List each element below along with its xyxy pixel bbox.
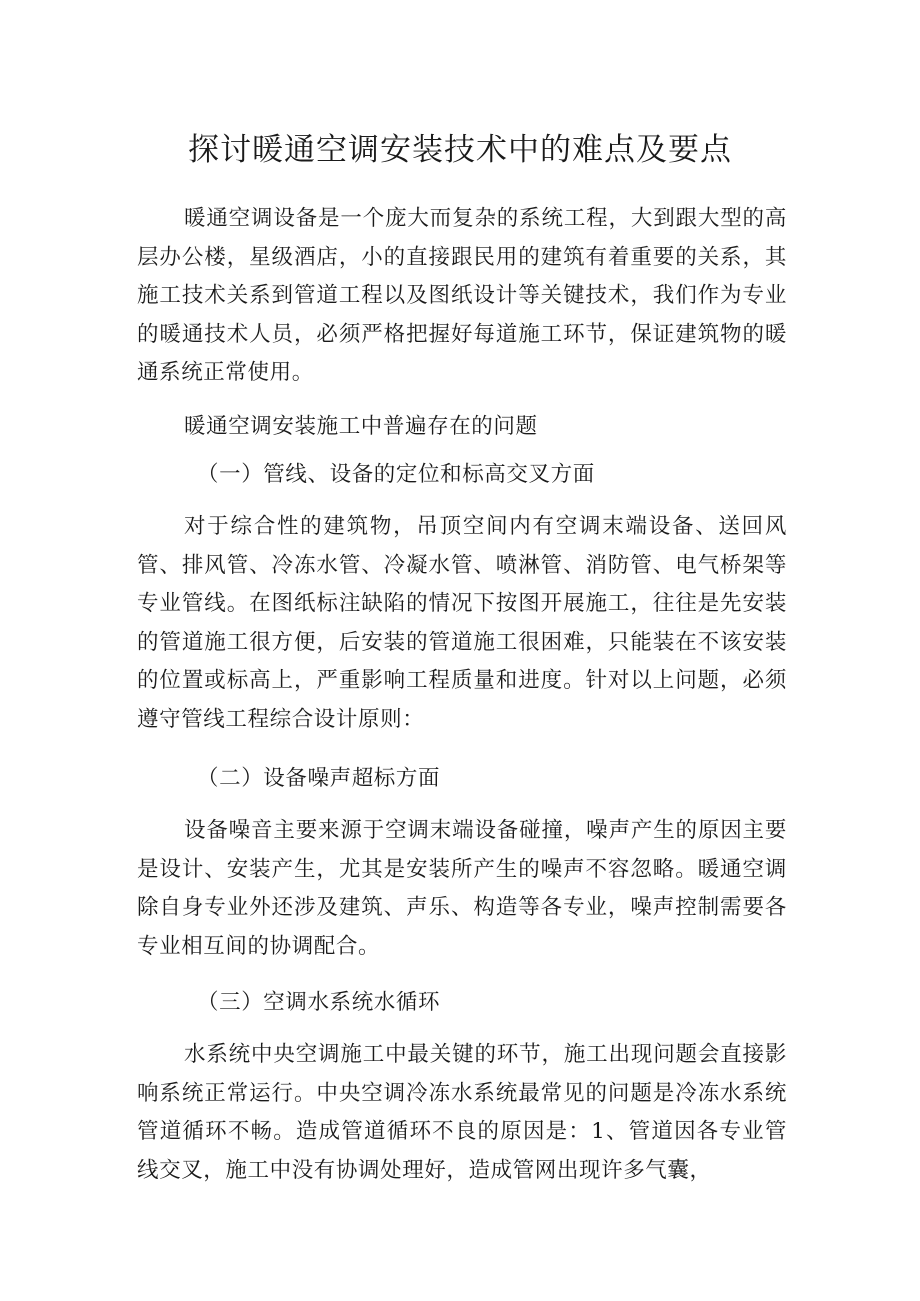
intro-paragraph: 暖通空调设备是一个庞大而复杂的系统工程，大到跟大型的高层办公楼，星级酒店，小的直接跟民用的建筑有着重要的关系，其施工技术关系到管道工程以及图纸设计等关键技术，我们作为专业的暖通技术人员，必须严格把握好每道施工环节，保证建筑物的暖通系统正常使用。 xyxy=(137,206,787,386)
subsection-heading-2: （二）设备噪声超标方面 xyxy=(197,766,441,791)
document-title: 探讨暖通空调安装技术中的难点及要点 xyxy=(188,132,732,168)
subsection-body-3: 水系统中央空调施工中最关键的环节，施工出现问题会直接影响系统正常运行。中央空调冷冻水系统最常见的问题是冷冻水系统管道循环不畅。造成管道循环不良的原因是：1、管道因各专业管线交叉，施工中没有协调处理好，造成管网出现许多气囊， xyxy=(137,1042,787,1183)
subsection-heading-3: （三）空调水系统水循环 xyxy=(197,990,441,1015)
subsection-body-1: 对于综合性的建筑物，吊顶空间内有空调末端设备、送回风管、排风管、冷冻水管、冷凝水管、喷淋管、消防管、电气桥架等专业管线。在图纸标注缺陷的情况下按图开展施工，往往是先安装的管道施工很方便，后安装的管道施工很困难，只能装在不该安装的位置或标高上，严重影响工程质量和进度。针对以上问题，必须遵守管线工程综合设计原则： xyxy=(137,514,787,732)
subsection-body-2: 设备噪音主要来源于空调末端设备碰撞，噪声产生的原因主要是设计、安装产生，尤其是安装所产生的噪声不容忽略。暖通空调除自身专业外还涉及建筑、声乐、构造等各专业，噪声控制需要各专业相互间的协调配合。 xyxy=(137,818,787,959)
section-heading: 暖通空调安装施工中普遍存在的问题 xyxy=(184,414,538,439)
subsection-heading-1: （一）管线、设备的定位和标高交叉方面 xyxy=(197,462,595,487)
